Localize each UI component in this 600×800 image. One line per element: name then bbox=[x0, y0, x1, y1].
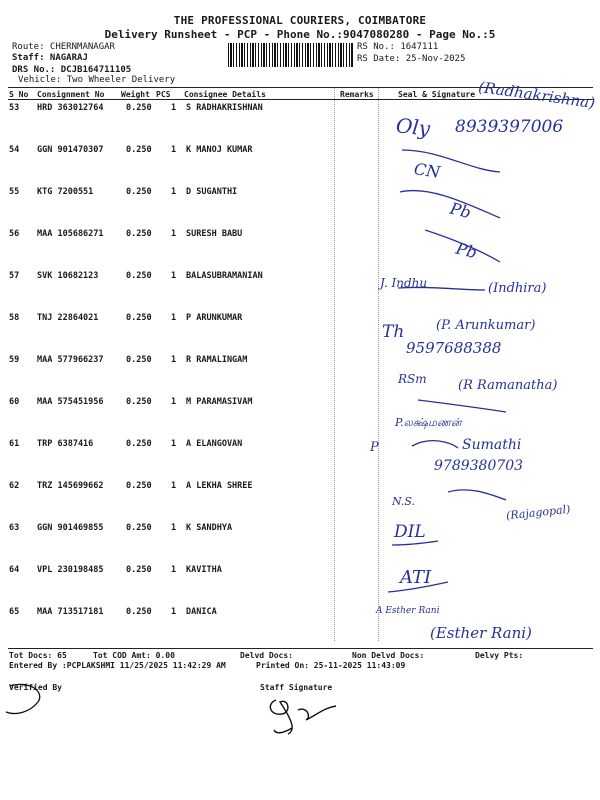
sno-cell: 63 bbox=[9, 523, 20, 533]
col-sno: S No bbox=[9, 90, 29, 99]
weight-cell: 0.250 bbox=[126, 229, 152, 239]
consignment-no-cell: MAA 105686271 bbox=[37, 229, 104, 239]
ink-stroke bbox=[402, 150, 500, 172]
consignee-name-cell: KAVITHA bbox=[186, 565, 222, 575]
handwritten-text: (Rajagopal) bbox=[505, 502, 571, 523]
sno-cell: 58 bbox=[9, 313, 20, 323]
handwritten-text: (R Ramanatha) bbox=[458, 378, 558, 393]
handwritten-text: 9789380703 bbox=[434, 458, 524, 474]
signature-stroke bbox=[6, 684, 40, 713]
pcs-cell: 1 bbox=[171, 187, 177, 197]
consignment-no-cell: MAA 713517181 bbox=[37, 607, 104, 617]
consignment-no-cell: MAA 577966237 bbox=[37, 355, 104, 365]
consignee-name-cell: A LEKHA SHREE bbox=[186, 481, 253, 491]
pcs-cell: 1 bbox=[171, 481, 177, 491]
ink-stroke bbox=[398, 287, 485, 290]
ink-stroke bbox=[418, 400, 506, 412]
non-delivered-docs: Non Delvd Docs: bbox=[352, 651, 425, 660]
col-remarks: Remarks bbox=[340, 90, 374, 99]
pcs-cell: 1 bbox=[171, 103, 177, 113]
col-consignee: Consignee Details bbox=[184, 90, 266, 99]
consignee-name-cell: P ARUNKUMAR bbox=[186, 313, 243, 323]
handwritten-text: Th bbox=[382, 322, 405, 342]
col-seal-signature: Seal & Signature bbox=[398, 90, 476, 99]
consignee-name-cell: S RADHAKRISHNAN bbox=[186, 103, 263, 113]
sno-cell: 60 bbox=[9, 397, 20, 407]
handwritten-text: Pb bbox=[448, 198, 474, 223]
sno-cell: 59 bbox=[9, 355, 20, 365]
col-weight: Weight bbox=[121, 90, 150, 99]
handwritten-text: 8939397006 bbox=[455, 117, 564, 137]
consignment-no-cell: TRZ 145699662 bbox=[37, 481, 104, 491]
handwritten-text: DIL bbox=[394, 522, 426, 542]
handwritten-text: Oly bbox=[394, 113, 432, 141]
route-label: Route: CHERNMANAGAR bbox=[12, 42, 115, 52]
handwritten-text: ATI bbox=[400, 567, 432, 588]
sno-cell: 61 bbox=[9, 439, 20, 449]
handwritten-text: CN bbox=[412, 159, 442, 182]
sno-cell: 57 bbox=[9, 271, 20, 281]
staff-label: Staff: NAGARAJ bbox=[12, 53, 88, 63]
consignment-no-cell: GGN 901469855 bbox=[37, 523, 104, 533]
delivery-points: Delvy Pts: bbox=[475, 651, 524, 660]
consignee-name-cell: R RAMALINGAM bbox=[186, 355, 248, 365]
consignee-name-cell: D SUGANTHI bbox=[186, 187, 238, 197]
handwritten-text: J. Indhu bbox=[380, 276, 428, 290]
entered-by: Entered By :PCPLAKSHMI 11/25/2025 11:42:29 AM bbox=[9, 661, 226, 670]
runsheet-title: THE PROFESSIONAL COURIERS, COIMBATORE bbox=[173, 14, 427, 27]
pcs-cell: 1 bbox=[171, 355, 177, 365]
staff-signature-mark bbox=[262, 690, 352, 740]
weight-cell: 0.250 bbox=[126, 313, 152, 323]
consignee-name-cell: M PARAMASIVAM bbox=[186, 397, 253, 407]
col-pcs: PCS bbox=[156, 90, 171, 99]
total-cod-amount: Tot COD Amt: 0.00 bbox=[93, 651, 175, 660]
pcs-cell: 1 bbox=[171, 565, 177, 575]
delivered-docs: Delvd Docs: bbox=[240, 651, 293, 660]
consignment-no-cell: MAA 575451956 bbox=[37, 397, 104, 407]
handwritten-text: RSm bbox=[398, 372, 427, 386]
pcs-cell: 1 bbox=[171, 523, 177, 533]
sno-cell: 65 bbox=[9, 607, 20, 617]
ink-stroke bbox=[400, 191, 500, 218]
verifier-signature-mark bbox=[0, 678, 60, 718]
consignment-no-cell: HRD 363012764 bbox=[37, 103, 104, 113]
ink-stroke bbox=[448, 490, 506, 500]
handwritten-text: P bbox=[370, 440, 379, 455]
consignment-no-cell: GGN 901470307 bbox=[37, 145, 104, 155]
signature-stroke bbox=[270, 700, 336, 734]
consignee-name-cell: A ELANGOVAN bbox=[186, 439, 243, 449]
drs-label: DRS No.: DCJB164711105 bbox=[12, 65, 132, 75]
verified-by-label: Verified By bbox=[9, 683, 62, 692]
handwritten-text: P.லக்ஷ்மணன் bbox=[395, 416, 462, 429]
sno-cell: 55 bbox=[9, 187, 20, 197]
col-consignment: Consignment No bbox=[37, 90, 105, 99]
ink-stroke bbox=[425, 230, 500, 262]
weight-cell: 0.250 bbox=[126, 523, 152, 533]
pcs-cell: 1 bbox=[171, 229, 177, 239]
handwritten-text: (Indhira) bbox=[488, 281, 547, 296]
weight-cell: 0.250 bbox=[126, 355, 152, 365]
pcs-cell: 1 bbox=[171, 271, 177, 281]
handwritten-text: A Esther Rani bbox=[376, 606, 440, 616]
consignee-name-cell: K SANDHYA bbox=[186, 523, 233, 533]
printed-on: Printed On: 25-11-2025 11:43:09 bbox=[256, 661, 406, 670]
weight-cell: 0.250 bbox=[126, 439, 152, 449]
pcs-cell: 1 bbox=[171, 607, 177, 617]
weight-cell: 0.250 bbox=[126, 271, 152, 281]
handwritten-text: Pb bbox=[454, 238, 480, 263]
weight-cell: 0.250 bbox=[126, 397, 152, 407]
sno-cell: 64 bbox=[9, 565, 20, 575]
weight-cell: 0.250 bbox=[126, 145, 152, 155]
handwritten-text: (Radhakrishna) bbox=[477, 77, 597, 113]
runsheet-subtitle: Delivery Runsheet - PCP - Phone No.:9047080280 - Page No.:5 bbox=[104, 28, 496, 41]
pcs-cell: 1 bbox=[171, 313, 177, 323]
handwritten-text: 9597688388 bbox=[406, 339, 502, 357]
weight-cell: 0.250 bbox=[126, 607, 152, 617]
pcs-cell: 1 bbox=[171, 439, 177, 449]
ink-stroke bbox=[412, 441, 458, 448]
weight-cell: 0.250 bbox=[126, 565, 152, 575]
handwritten-text: N.S. bbox=[392, 495, 416, 508]
consignee-name-cell: DANICA bbox=[186, 607, 217, 617]
consignment-no-cell: SVK 10682123 bbox=[37, 271, 99, 281]
staff-signature-label: Staff Signature bbox=[260, 683, 333, 692]
ink-stroke bbox=[388, 582, 448, 592]
consignment-no-cell: TRP 6387416 bbox=[37, 439, 94, 449]
consignment-no-cell: KTG 7200551 bbox=[37, 187, 94, 197]
weight-cell: 0.250 bbox=[126, 103, 152, 113]
consignment-no-cell: TNJ 22864021 bbox=[37, 313, 99, 323]
sno-cell: 56 bbox=[9, 229, 20, 239]
handwritten-text: (Esther Rani) bbox=[430, 624, 532, 642]
rs-no-label: RS No.: 1647111 bbox=[357, 42, 439, 52]
sno-cell: 62 bbox=[9, 481, 20, 491]
handwritten-text: Sumathi bbox=[462, 437, 522, 453]
rs-date-label: RS Date: 25-Nov-2025 bbox=[357, 54, 466, 64]
handwritten-text: (P. Arunkumar) bbox=[436, 318, 536, 333]
pcs-cell: 1 bbox=[171, 145, 177, 155]
sno-cell: 54 bbox=[9, 145, 20, 155]
consignee-name-cell: K MANOJ KUMAR bbox=[186, 145, 253, 155]
footer-top-rule bbox=[8, 648, 593, 649]
consignee-name-cell: SURESH BABU bbox=[186, 229, 243, 239]
sno-cell: 53 bbox=[9, 103, 20, 113]
total-docs: Tot Docs: 65 bbox=[9, 651, 67, 660]
pcs-cell: 1 bbox=[171, 397, 177, 407]
consignment-no-cell: VPL 230198485 bbox=[37, 565, 104, 575]
weight-cell: 0.250 bbox=[126, 187, 152, 197]
consignee-name-cell: BALASUBRAMANIAN bbox=[186, 271, 263, 281]
weight-cell: 0.250 bbox=[126, 481, 152, 491]
vehicle-label: Vehicle: Two Wheeler Delivery bbox=[18, 75, 176, 85]
ink-stroke bbox=[392, 541, 438, 545]
